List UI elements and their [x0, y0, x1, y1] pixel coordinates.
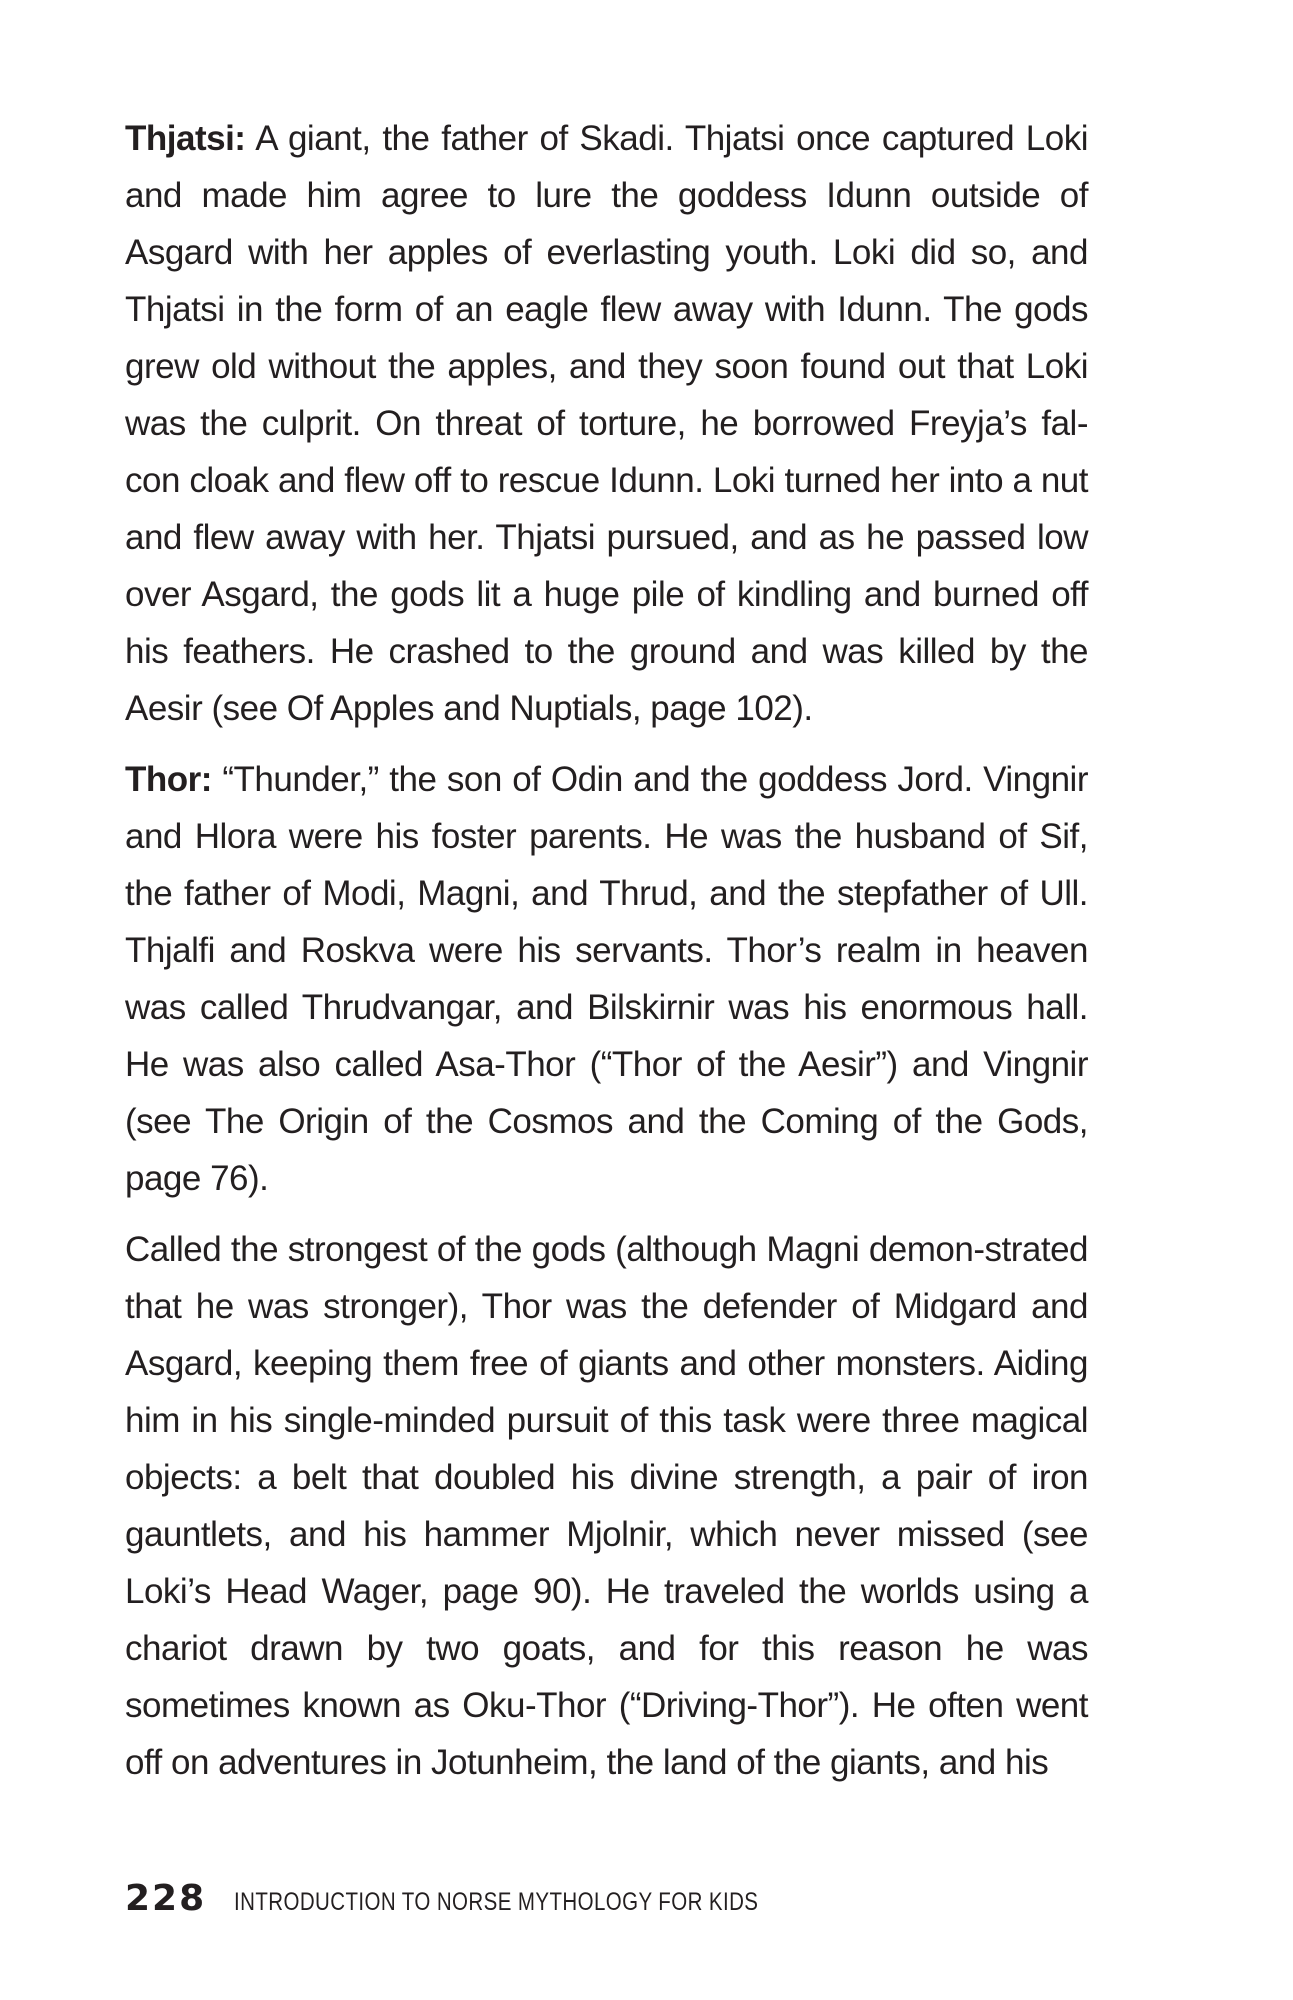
entry-definition: A giant, the father of Skadi. Thjatsi once captured Loki and made him agree to lure the goddess Idunn outside of Asgard with her apples of everlasting youth. Loki did so, and Thjatsi in the form of an eagle flew away with Idunn. The gods grew old without the apples, and they soon found out that Loki was the culprit. On threat of torture, he borrowed Freyja’s fal-con cloak and flew off to rescue Idunn. Loki turned her into a nut and flew away with her. Thjatsi pursued, and as he passed low over Asgard, the gods lit a huge pile of kindling and burned off his feathers. He crashed to the ground and was killed by the Aesir (see Of Apples and Nuptials, page 102).	[125, 119, 1088, 728]
running-title: INTRODUCTION TO NORSE MYTHOLOGY FOR KIDS	[234, 1888, 759, 1916]
glossary-entry-thor	[125, 751, 1088, 1207]
body-paragraph: Called the strongest of the gods (although Magni demon-strated that he was stronger), Thor was the defender of Midgard and Asgard, keeping them free of giants and other monsters. Aiding him in his single-minded pursuit of this task were three magical objects: a belt that doubled his divine strength, a pair of iron gauntlets, and his hammer Mjolnir, which never missed (see Loki’s Head Wager, page 90). He traveled the worlds using a chariot drawn by two goats, and for this reason he was sometimes known as Oku-Thor (“Driving-Thor”). He often went off on adventures in Jotunheim, the land of the giants, and his	[125, 1230, 1088, 1782]
glossary-entry-thjatsi	[125, 110, 1088, 737]
entry-term: Thor:	[125, 760, 212, 799]
page-footer	[125, 1878, 874, 1918]
entry-definition: “Thunder,” the son of Odin and the goddess Jord. Vingnir and Hlora were his foster parents. He was the husband of Sif, the father of Modi, Magni, and Thrud, and the stepfather of Ull. Thjalfi and Roskva were his servants. Thor’s realm in heaven was called Thrudvangar, and Bilskirnir was his enormous hall. He was also called Asa-Thor (“Thor of the Aesir”) and Vingnir (see The Origin of the Cosmos and the Coming of the Gods, page 76).	[125, 760, 1088, 1198]
page-number: 228	[125, 1878, 207, 1919]
entry-term: Thjatsi:	[125, 119, 246, 158]
body-text	[125, 110, 1088, 1805]
